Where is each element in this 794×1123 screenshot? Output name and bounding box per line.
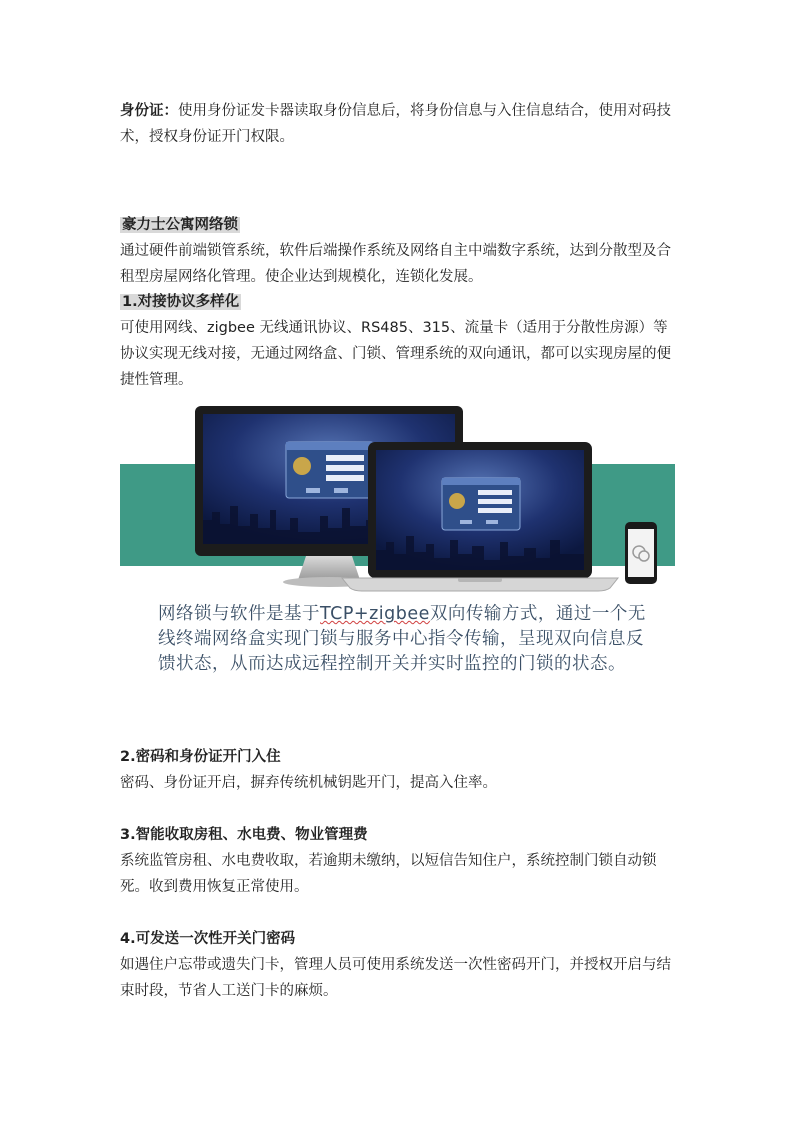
- laptop: [342, 442, 618, 591]
- item3-paragraph: 系统监管房租、水电费收取，若逾期未缴纳，以短信告知住户，系统控制门锁自动锁死。收到费用恢复正常使用。: [120, 853, 657, 895]
- item2-heading: 2.密码和身份证开门入住: [120, 749, 281, 765]
- item4-heading: 4.可发送一次性开关门密码: [120, 931, 296, 947]
- section-title: [120, 214, 240, 236]
- item1-paragraph: 可使用网线、zigbee 无线通讯协议、RS485、315、流量卡（适用于分散性房源）等协议实现无线对接，无通过网络盒、门锁、管理系统的双向通讯，都可以实现房屋的便捷性管理。: [120, 320, 671, 388]
- section-title-text: 豪力士公寓网络锁: [122, 217, 238, 233]
- devices-illustration: [120, 402, 675, 598]
- item4-paragraph: 如遇住户忘带或遗失门卡，管理人员可使用系统发送一次性密码开门，并授权开启与结束时段，节省人工送门卡的麻烦。: [120, 957, 671, 999]
- id-card-paragraph: [120, 98, 680, 150]
- item3-heading: 3.智能收取房租、水电费、物业管理费: [120, 827, 368, 843]
- item1-heading-text: 1.对接协议多样化: [122, 294, 240, 310]
- image-caption: [158, 602, 658, 677]
- phone: [625, 522, 657, 584]
- id-card-lead: 身份证：: [120, 103, 178, 119]
- intro-paragraph: 通过硬件前端锁管系统，软件后端操作系统及网络自主中端数字系统，达到分散型及合租型房屋网络化管理。使企业达到规模化，连锁化发展。: [120, 243, 671, 285]
- product-image: [120, 402, 675, 598]
- item2-paragraph: 密码、身份证开启，摒弃传统机械钥匙开门，提高入住率。: [120, 775, 497, 791]
- id-card-text: 使用身份证发卡器读取身份信息后，将身份信息与入住信息结合，使用对码技术，授权身份证开门权限。: [120, 103, 671, 145]
- caption-post: 双向传输方式，通过一个无线终端网络盒实现门锁与服务中心指令传输，呈现双向信息反馈状态，从而达成远程控制开关并实时监控的门锁的状态。: [158, 604, 646, 674]
- item1-heading: [120, 291, 241, 313]
- caption-pre: 网络锁与软件是基于: [158, 604, 320, 624]
- caption-tech: TCP+zigbee: [320, 604, 430, 624]
